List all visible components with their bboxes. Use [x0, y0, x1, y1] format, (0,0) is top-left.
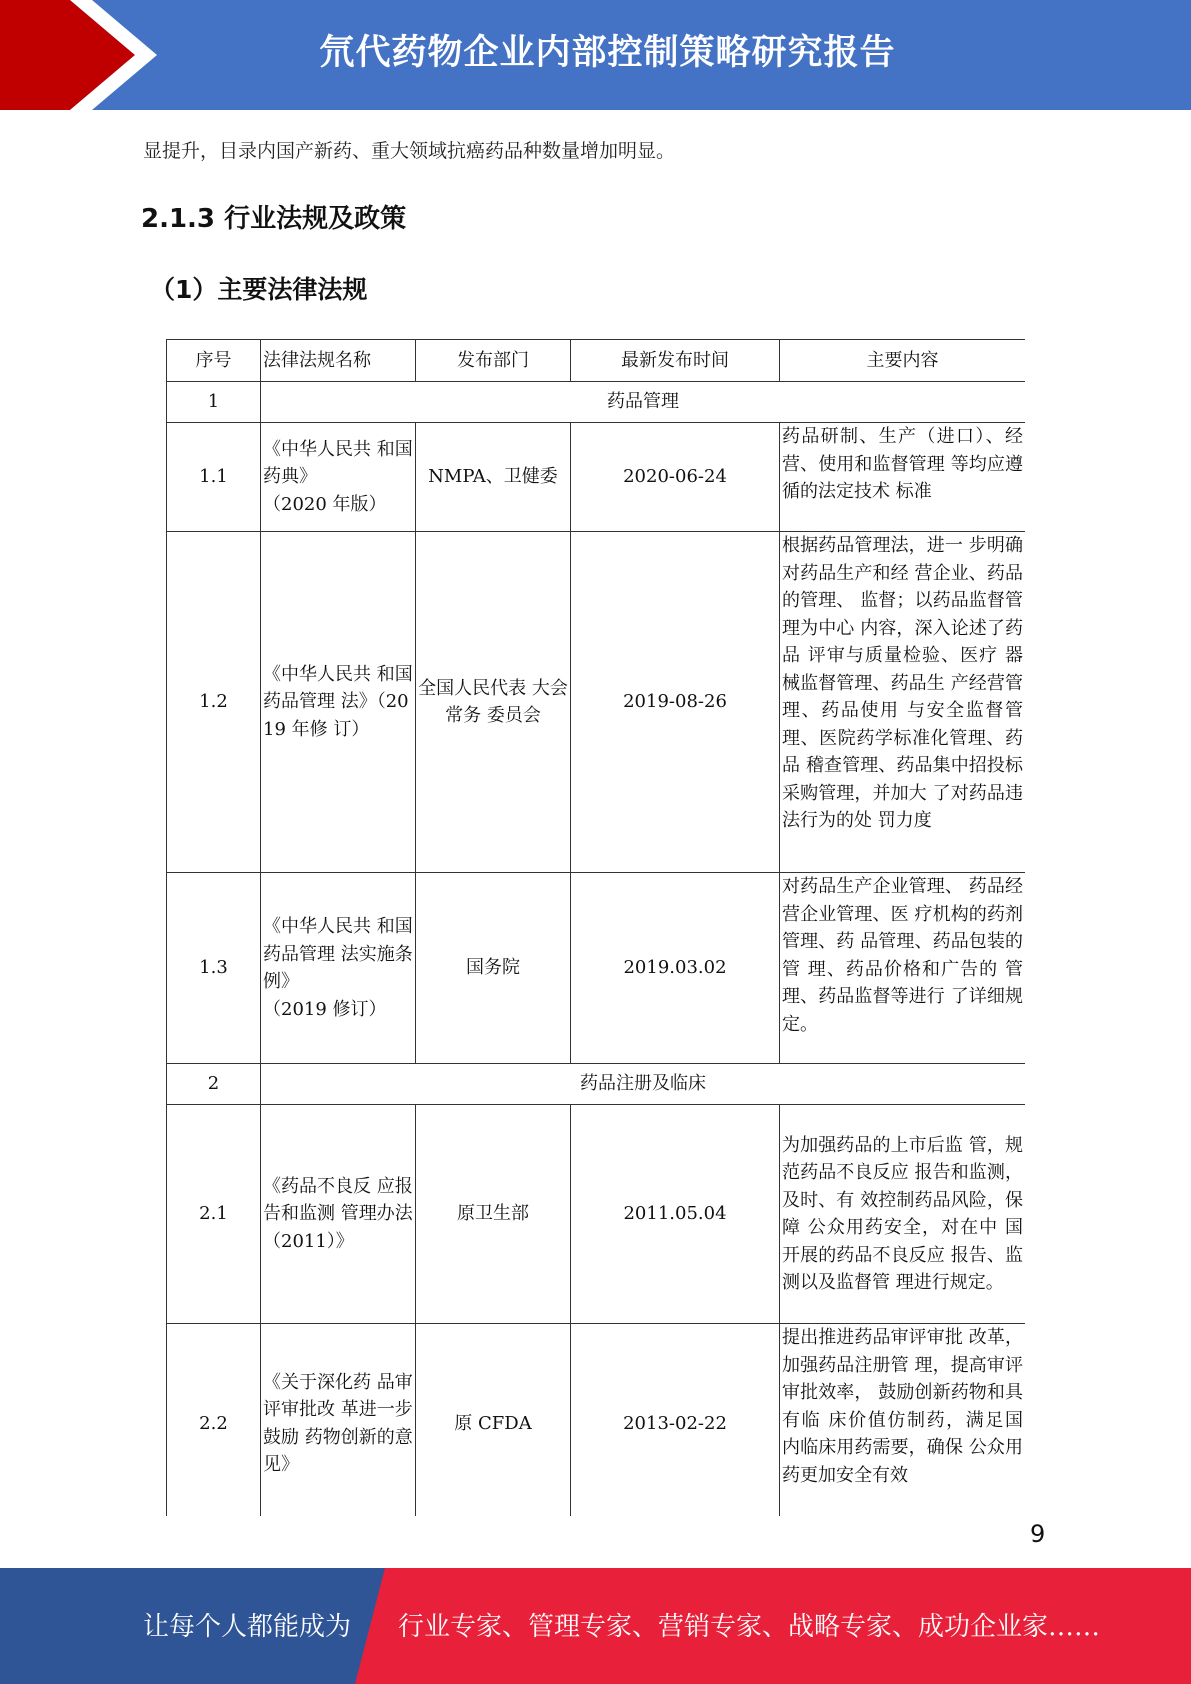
main-content: 根据药品管理法，进一 步明确对药品生产和经 营企业、药品的管理、 监督；以药品监督管理为中心 内容，深入论述了药品 评审与质量检验、医疗 器械监督管理、药品生 产经营管理、药品使用 与安全监督管理、医院药学标准化管理、药品 稽查管理、药品集中招投标采购管理，并加大 了对药品违法行为的处 罚力度	[782, 535, 1023, 831]
subsection-heading: （1）主要法律法规	[150, 275, 368, 304]
law-name: 《药品不良反 应报告和监测 管理办法 （2011）》	[261, 1105, 416, 1324]
intro-paragraph: 显提升，目录内国产新药、重大领域抗癌药品种数量增加明显。	[143, 140, 676, 162]
table-row	[167, 1105, 1026, 1324]
row-number: 1.3	[167, 873, 261, 1064]
group-title: 药品管理	[261, 382, 1026, 423]
main-content: 为加强药品的上市后监 管，规范药品不良反应 报告和监测，及时、有 效控制药品风险，保障 公众用药安全，对在中 国开展的药品不良反应 报告、监测以及监督管 理进行规定。	[780, 1105, 1026, 1324]
table-row	[167, 532, 1026, 873]
release-date: 2020-06-24	[571, 423, 780, 532]
table-row	[167, 873, 1026, 1064]
group-row	[167, 1064, 1026, 1105]
table-row	[167, 423, 1026, 532]
page-number: 9	[1030, 1520, 1046, 1548]
issuing-department: 原卫生部	[416, 1105, 571, 1324]
law-name: 《中华人民共 和国药品管理 法实施条例》 （2019 修订）	[261, 873, 416, 1064]
issuing-department: 原 CFDA	[416, 1324, 571, 1517]
group-row	[167, 382, 1026, 423]
header-cell-no: 序号	[167, 340, 261, 382]
main-content: 提出推进药品审评审批 改革，加强药品注册管 理，提高审评审批效率， 鼓励创新药物和具有临 床价值仿制药，满足国 内临床用药需要，确保 公众用药更加安全有效	[780, 1324, 1026, 1517]
header-cell-content: 主要内容	[780, 340, 1026, 382]
laws-table	[166, 339, 1025, 1516]
table-header-row	[167, 340, 1026, 382]
release-date: 2011.05.04	[571, 1105, 780, 1324]
page-header	[0, 0, 1191, 110]
laws-table-container	[166, 339, 1025, 1516]
header-cell-dept: 发布部门	[416, 340, 571, 382]
main-content: 对药品生产企业管理、 药品经营企业管理、医 疗机构的药剂管理、药 品管理、药品包装的管 理、药品价格和广告的 管理、药品监督等进行 了详细规定。	[780, 873, 1026, 1064]
release-date: 2013-02-22	[571, 1324, 780, 1517]
row-number: 2.2	[167, 1324, 261, 1517]
header-cell-date: 最新发布时间	[571, 340, 780, 382]
law-name: 《中华人民共 和国药品管理 法》（2019 年修 订）	[261, 532, 416, 873]
group-title: 药品注册及临床	[261, 1064, 1026, 1105]
issuing-department: 国务院	[416, 873, 571, 1064]
table-row	[167, 1324, 1026, 1517]
footer-slogan-right: 行业专家、管理专家、营销专家、战略专家、成功企业家……	[398, 1612, 1101, 1642]
group-number: 1	[167, 382, 261, 423]
group-number: 2	[167, 1064, 261, 1105]
report-title: 氘代药物企业内部控制策略研究报告	[319, 33, 896, 73]
law-name: 《关于深化药 品审评审批改 革进一步鼓励 药物创新的意 见》	[261, 1324, 416, 1517]
row-number: 2.1	[167, 1105, 261, 1324]
footer-slogan-left: 让每个人都能成为	[143, 1612, 352, 1642]
law-name: 《中华人民共 和国药典》 （2020 年版）	[261, 423, 416, 532]
header-cell-name: 法律法规名称	[261, 340, 416, 382]
release-date: 2019.03.02	[571, 873, 780, 1064]
page-footer	[0, 1568, 1191, 1684]
issuing-department: NMPA、卫健委	[416, 423, 571, 532]
main-content: 药品研制、生产（进口）、经营、使用和监督管理 等均应遵循的法定技术 标准	[780, 423, 1026, 532]
section-heading: 2.1.3 行业法规及政策	[141, 204, 407, 234]
row-number: 1.2	[167, 532, 261, 873]
issuing-department: 全国人民代表 大会常务 委员会	[416, 532, 571, 873]
row-number: 1.1	[167, 423, 261, 532]
release-date: 2019-08-26	[571, 532, 780, 873]
